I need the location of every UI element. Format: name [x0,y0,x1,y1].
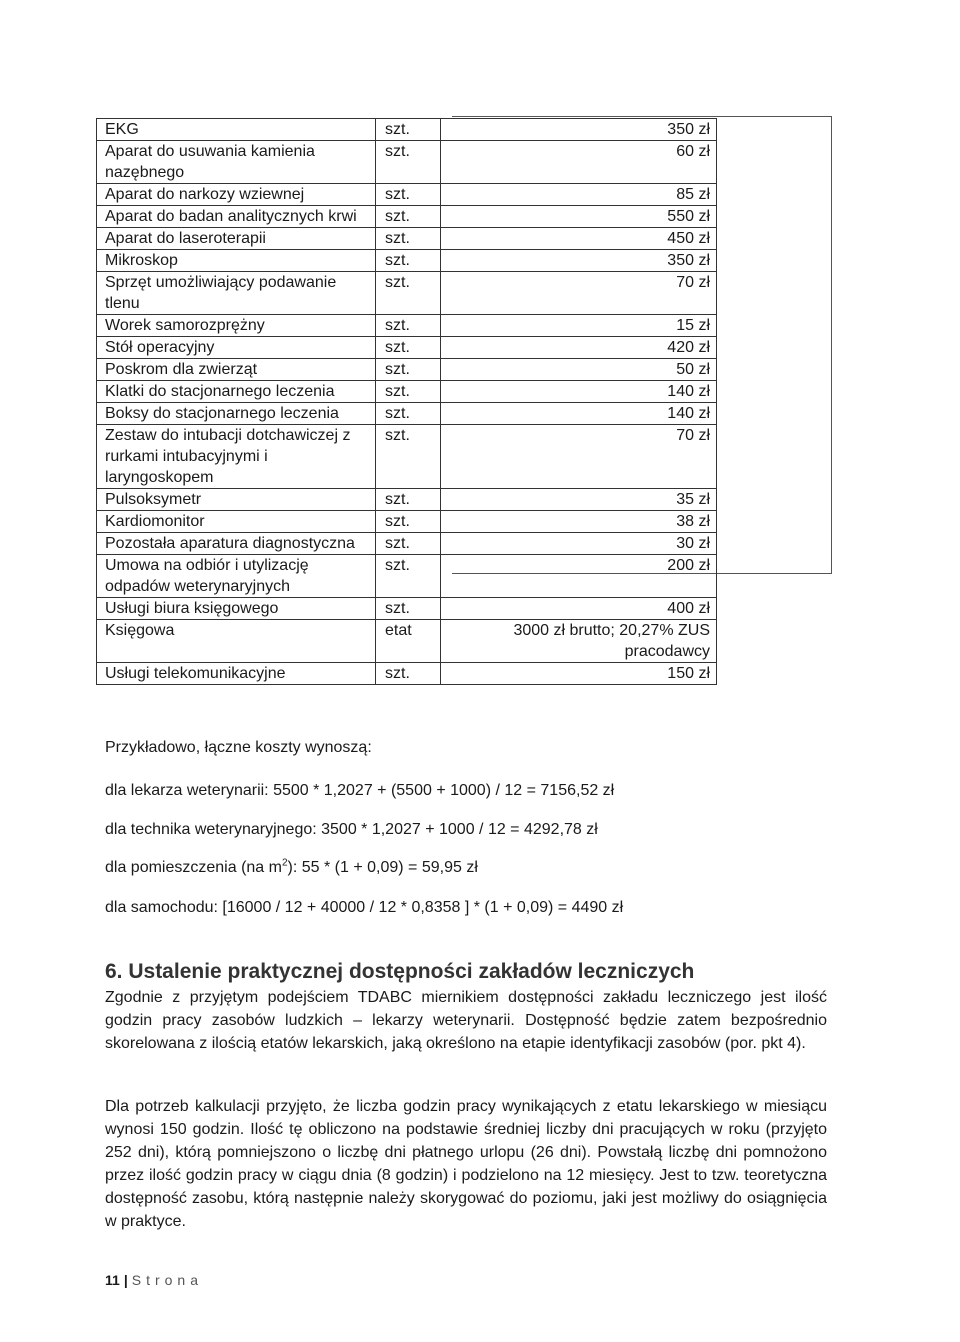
table-row [97,359,717,381]
table-row [97,533,717,555]
row-unit-cell: szt. [376,598,441,620]
row-name-cell: EKG [97,119,376,141]
row-unit-cell: szt. [376,315,441,337]
page-number: 11 [105,1272,120,1288]
row-name-cell: Pozostała aparatura diagnostyczna [97,533,376,555]
row-price-cell: 85 zł [441,184,717,206]
row-name-cell: Kardiomonitor [97,511,376,533]
row-unit-cell: szt. [376,555,441,598]
row-name-cell: Aparat do laseroterapii [97,228,376,250]
formula-car: dla samochodu: [16000 / 12 + 40000 / 12 * 0,8358 ] * (1 + 0,09) = 4490 zł [105,899,624,916]
row-price-cell: 450 zł [441,228,717,250]
row-price-cell: 350 zł [441,250,717,272]
row-price-cell: 70 zł [441,425,717,489]
row-price-cell: 30 zł [441,533,717,555]
row-unit-cell: etat [376,620,441,663]
table-body [97,119,717,685]
row-name-cell: Usługi telekomunikacyjne [97,663,376,685]
formula-room [105,857,827,878]
table-row [97,555,717,598]
row-unit-cell: szt. [376,403,441,425]
row-price-cell: 550 zł [441,206,717,228]
table-row [97,663,717,685]
row-unit-cell: szt. [376,206,441,228]
row-name-cell: Aparat do usuwania kamienia nazębnego [97,141,376,184]
table-row [97,184,717,206]
row-unit-cell: szt. [376,119,441,141]
row-price-cell: 420 zł [441,337,717,359]
formula-vet: dla lekarza weterynarii: 5500 * 1,2027 + (5500 + 1000) / 12 = 7156,52 zł [105,782,615,799]
row-name-cell: Sprzęt umożliwiający podawanie tlenu [97,272,376,315]
row-name-cell: Aparat do badan analitycznych krwi [97,206,376,228]
formula-room-prefix: dla pomieszczenia (na m [105,859,282,876]
row-price-cell: 60 zł [441,141,717,184]
row-price-cell: 140 zł [441,381,717,403]
row-name-cell: Klatki do stacjonarnego leczenia [97,381,376,403]
row-name-cell: Pulsoksymetr [97,489,376,511]
row-price-cell: 400 zł [441,598,717,620]
row-price-cell: 50 zł [441,359,717,381]
row-name-cell: Worek samorozprężny [97,315,376,337]
row-unit-cell: szt. [376,533,441,555]
row-price-cell: 350 zł [441,119,717,141]
table-row [97,511,717,533]
row-unit-cell: szt. [376,425,441,489]
footer-label: Strona [131,1272,203,1288]
row-price-cell: 140 zł [441,403,717,425]
examples-intro: Przykładowo, łączne koszty wynoszą: [105,739,372,756]
row-unit-cell: szt. [376,184,441,206]
cost-table [96,118,717,685]
row-unit-cell: szt. [376,489,441,511]
row-unit-cell: szt. [376,511,441,533]
footer-separator: | [123,1272,128,1288]
row-price-cell: 200 zł [441,555,717,598]
formula-technician: dla technika weterynaryjnego: 3500 * 1,2027 + 1000 / 12 = 4292,78 zł [105,821,598,838]
table-row [97,425,717,489]
table-row [97,403,717,425]
table-row [97,381,717,403]
row-price-cell: 150 zł [441,663,717,685]
row-unit-cell: szt. [376,381,441,403]
row-name-cell: Mikroskop [97,250,376,272]
row-price-cell: 35 zł [441,489,717,511]
table-row [97,228,717,250]
paragraph-2: Dla potrzeb kalkulacji przyjęto, że liczba godzin pracy wynikających z etatu lekarskiego w miesiącu wynosi 150 godzin. Ilość tę obliczono na podstawie średniej liczby dni pracujących w roku (przyjęto 252 dni), którą pomniejszono o liczbę dni płatnego urlopu (26 dni). Powstałą liczbę dni pomnożono przez ilość godzin pracy w ciągu dnia (8 godzin) i podzielono na 12 miesięcy. Jest to tzw. teoretyczna dostępność zasobu, którą następnie należy skorygować do poziomu, jaki jest możliwy do osiągnięcia w praktyce. [105,1098,827,1230]
table-row [97,315,717,337]
table-row [97,250,717,272]
row-name-cell: Zestaw do intubacji dotchawiczej z rurkami intubacyjnymi i laryngoskopem [97,425,376,489]
row-unit-cell: szt. [376,337,441,359]
row-name-cell: Stół operacyjny [97,337,376,359]
row-name-cell: Księgowa [97,620,376,663]
table-row [97,489,717,511]
row-unit-cell: szt. [376,272,441,315]
row-unit-cell: szt. [376,663,441,685]
page-footer [105,1272,203,1288]
table-row [97,141,717,184]
row-name-cell: Aparat do narkozy wziewnej [97,184,376,206]
row-unit-cell: szt. [376,359,441,381]
row-name-cell: Poskrom dla zwierząt [97,359,376,381]
row-price-cell: 70 zł [441,272,717,315]
row-unit-cell: szt. [376,141,441,184]
section-heading: 6. Ustalenie praktycznej dostępności zakładów leczniczych [105,960,695,983]
paragraph-1: Zgodnie z przyjętym podejściem TDABC miernikiem dostępności zakładu leczniczego jest ilość godzin pracy zasobów ludzkich – lekarzy weterynarii. Dostępność będzie zatem bezpośrednio skorelowana z ilością etatów lekarskich, jaką określono na etapie identyfikacji zasobów (por. pkt 4). [105,989,827,1052]
table-row [97,272,717,315]
formula-room-suffix: ): 55 * (1 + 0,09) = 59,95 zł [287,859,478,876]
row-name-cell: Boksy do stacjonarnego leczenia [97,403,376,425]
row-name-cell: Usługi biura księgowego [97,598,376,620]
row-unit-cell: szt. [376,250,441,272]
row-price-cell: 15 zł [441,315,717,337]
row-name-cell: Umowa na odbiór i utylizację odpadów weterynaryjnych [97,555,376,598]
table-row [97,337,717,359]
row-price-cell: 38 zł [441,511,717,533]
row-price-cell: 3000 zł brutto; 20,27% ZUS pracodawcy [441,620,717,663]
table-row [97,206,717,228]
row-unit-cell: szt. [376,228,441,250]
table-row [97,620,717,663]
table-row [97,598,717,620]
formula-room-superscript: 2 [281,857,288,869]
table-row [97,119,717,141]
